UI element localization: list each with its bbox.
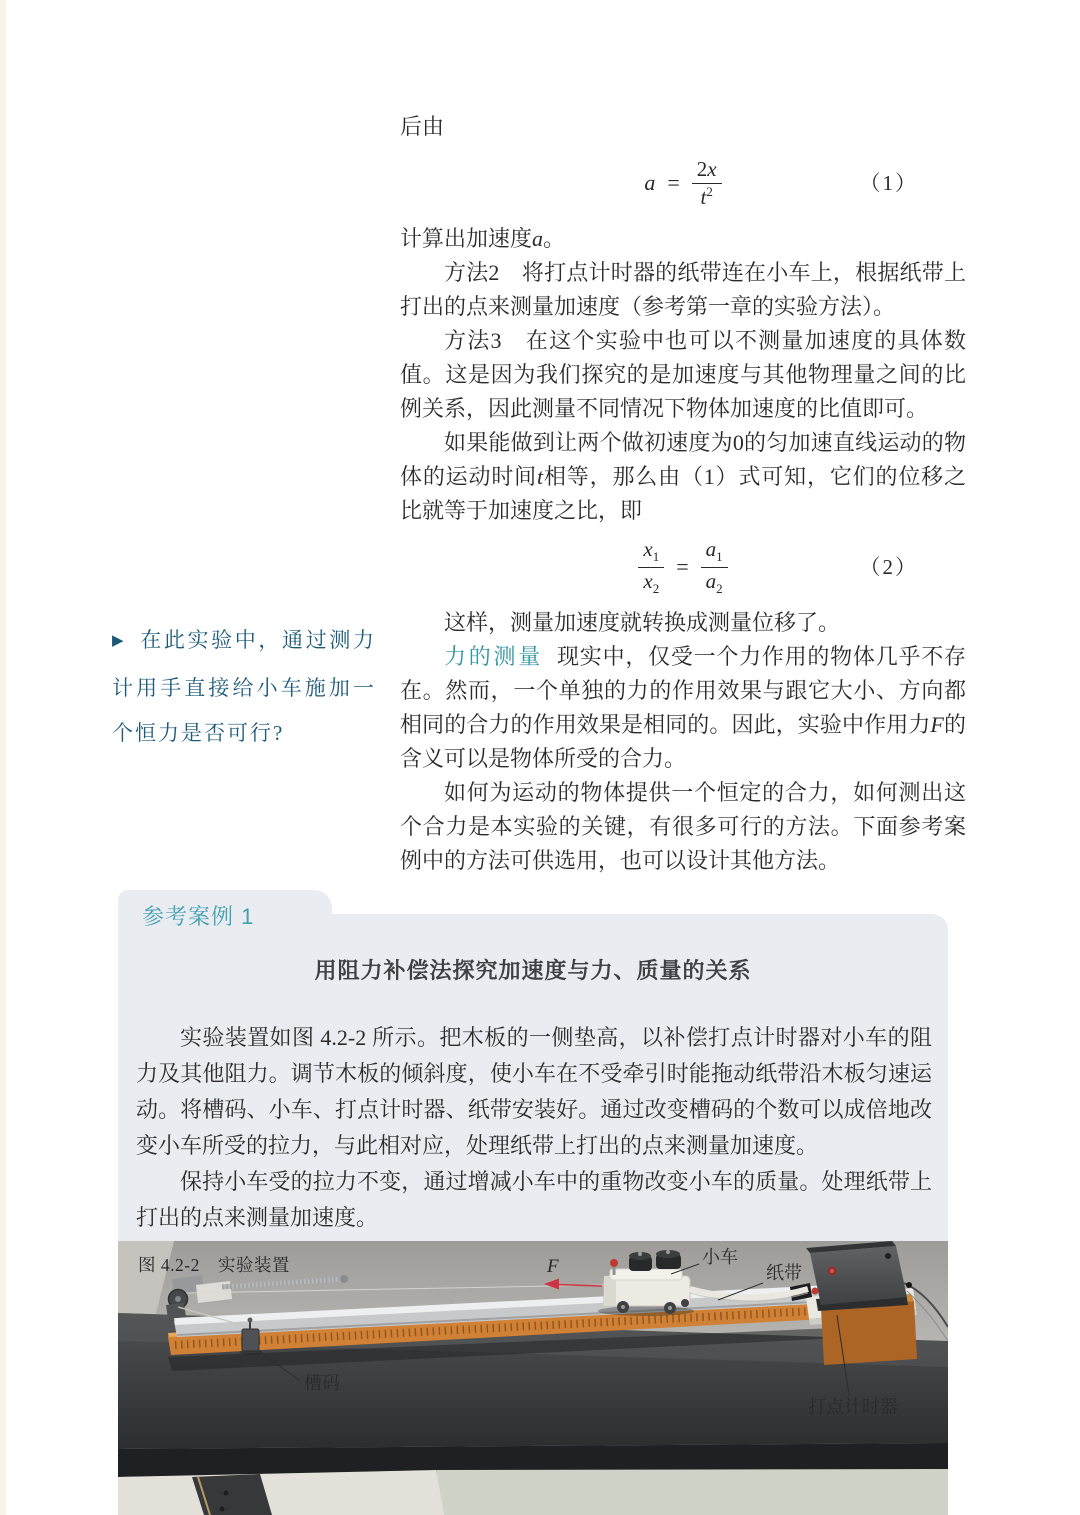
compute-post: 。 [543, 226, 566, 251]
weight-stud [666, 1250, 670, 1254]
paragraph-if [400, 426, 966, 528]
eq2-right-fraction [701, 537, 728, 596]
weights-knob [248, 1318, 253, 1323]
rod-cap [340, 1275, 348, 1283]
case-box-text [136, 1020, 932, 1236]
figure-caption: 图 4.2-2 实验装置 [138, 1255, 290, 1275]
tape-label: 纸带 [766, 1263, 802, 1283]
eq2-lden-var: x [643, 568, 653, 593]
cart-rear-wheel [681, 1299, 689, 1307]
margin-question-note [112, 618, 376, 756]
eq2-lden-sub: 2 [652, 580, 660, 596]
eq2-rnum-sub: 1 [716, 549, 723, 565]
paragraph-method3: 方法3 在这个实验中也可以不测量加速度的具体数值。这是因为我们探究的是加速度与其他物理量之间的比例关系，因此测量不同情况下物体加速度的比值即可。 [400, 328, 966, 421]
eq1-num-coef: 2 [696, 157, 708, 182]
cart-red-knob [610, 1259, 618, 1267]
paragraph-thus: 这样，测量加速度就转换成测量位移了。 [444, 610, 841, 635]
eq2-lnum-var: x [643, 537, 653, 562]
clamp-red-knob [812, 1288, 819, 1295]
eq1-den-var: t [700, 184, 707, 209]
pulley-foot [166, 1303, 186, 1319]
wire-connector [906, 1282, 912, 1288]
cart-wheel-hub [668, 1306, 672, 1310]
case-box-label: 参考案例 1 [142, 904, 255, 929]
force-measure-heading: 力的测量 [444, 644, 544, 669]
margin-note-text: 在此实验中，通过测力计用手直接给小车施加一个恒力是否可行? [112, 628, 376, 745]
paragraph-intro [400, 110, 966, 144]
equation-2 [400, 530, 966, 604]
paragraph-compute [400, 222, 966, 256]
leg-hole [220, 1507, 225, 1512]
knob-stem [613, 1267, 616, 1275]
eq1-den-exponent: 2 [706, 183, 713, 199]
leg-hole [224, 1491, 229, 1496]
paragraph-force-measure [400, 640, 966, 776]
main-text-column [400, 110, 966, 878]
case-paragraph-2: 保持小车受的拉力不变，通过增减小车中的重物改变小车的质量。处理纸带上打出的点来测量加速度。 [136, 1169, 932, 1230]
photo-floor-right [436, 1469, 948, 1515]
cart-wheel-hub [621, 1305, 625, 1309]
compute-pre: 计算出加速度 [400, 226, 533, 251]
timer-red-indicator-core [830, 1269, 834, 1273]
timer-device [810, 1246, 907, 1305]
page-edge-strip [0, 0, 6, 1515]
cart-shadow [598, 1306, 694, 1316]
compute-var: a [532, 226, 544, 251]
eq1-equals: = [667, 170, 680, 195]
eq2-lnum-sub: 1 [652, 549, 660, 565]
equation-1 [400, 146, 966, 220]
force-pre: 现实中，仅受一个力作用的物体几乎不存在。然而，一个单独的力的作用效果与跟它大小、方向都相同的合力的作用效果是相同的。因此，实验中作用力 [400, 644, 966, 737]
eq1-fraction [692, 157, 722, 208]
reference-case-box [118, 904, 948, 1515]
intro-text: 后由 [400, 114, 445, 139]
case-paragraph-1: 实验装置如图 4.2-2 所示。把木板的一侧垫高，以补偿打点计时器对小车的阻力及其他阻力。调节木板的倾斜度，使小车在不受牵引时能拖动纸带沿木板匀速运动。将槽码、小车、打点计时器、纸带安装好。通过改变槽码的个数可以成倍地改变小车所受的拉力，与此相对应，处理纸带上打出的点来测量加速度。 [136, 1025, 932, 1158]
wood-block [821, 1301, 917, 1365]
force-var: F [930, 712, 944, 737]
eq2-equals: = [676, 554, 689, 579]
eq1-lhs: a [644, 170, 656, 195]
eq2-rden-var: a [705, 568, 717, 593]
force-label: F [547, 1256, 559, 1277]
figure-photo [118, 1241, 948, 1515]
triangle-bullet-icon: ▶ [112, 633, 125, 649]
cart-label: 小车 [702, 1247, 738, 1267]
if-pre: 如果能做到让两个做初速度为0的匀加速直线运动的物体的运动时间 [400, 430, 966, 489]
eq1-number-tag: （1） [859, 171, 918, 195]
if-post: 相等，那么由（1）式可知，它们的位移之比就等于加速度之比，即 [400, 464, 966, 523]
photo-floor-left [118, 1470, 444, 1515]
eq1-num-var: x [707, 157, 717, 182]
eq2-left-fraction [638, 537, 664, 596]
weight-stud [638, 1252, 642, 1256]
eq2-rden-sub: 2 [716, 580, 723, 596]
slotted-weights [242, 1329, 259, 1351]
case-box-title: 用阻力补偿法探究加速度与力、质量的关系 [314, 958, 752, 983]
paragraph-method2: 方法2 将打点计时器的纸带连在小车上，根据纸带上打出的点来测量加速度（参考第一章的实验方法）。 [400, 260, 966, 319]
weights-label: 槽码 [304, 1373, 340, 1393]
eq2-number-tag: （2） [859, 555, 918, 579]
force-post: 的含义可以是物体所受的合力。 [400, 712, 966, 771]
timer-knob [885, 1253, 891, 1259]
pulley-hub [175, 1296, 181, 1302]
eq2-rnum-var: a [705, 537, 717, 562]
paragraph-how: 如何为运动的物体提供一个恒定的合力，如何测出这个合力是本实验的关键，有很多可行的方法。下面参考案例中的方法可供选用，也可以设计其他方法。 [400, 780, 966, 873]
if-var: t [537, 464, 544, 489]
timer-label: 打点计时器 [808, 1397, 898, 1417]
